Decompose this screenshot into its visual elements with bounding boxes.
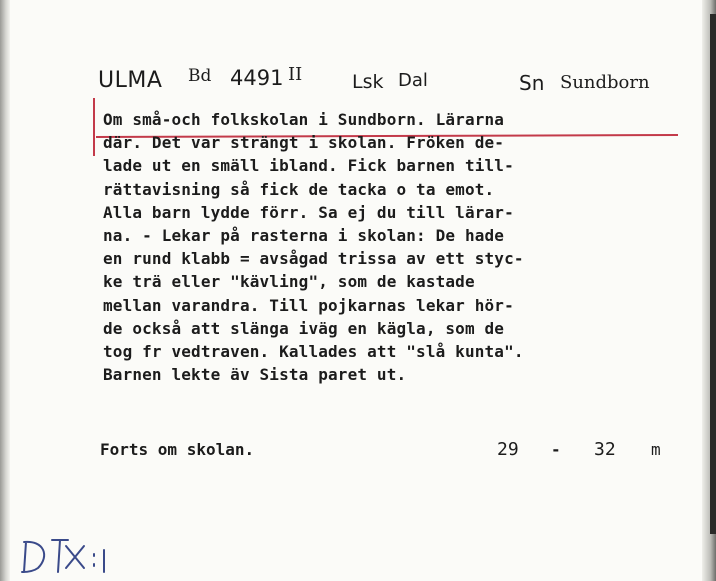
socken-label: Sn bbox=[519, 71, 545, 95]
unit-label: m bbox=[651, 440, 661, 459]
scan-edge-left bbox=[0, 0, 10, 581]
page-end: 32 bbox=[594, 439, 616, 460]
text-line: tog fr vedtraven. Kallades att "slå kunta". bbox=[103, 341, 524, 361]
continuation-note: Forts om skolan. bbox=[100, 440, 255, 459]
handwritten-signum bbox=[4, 528, 124, 578]
scan-edge-shadow bbox=[710, 14, 716, 534]
text-line: na. - Lekar på rasterna i skolan: De hade bbox=[103, 225, 505, 245]
province-name: Dal bbox=[398, 70, 428, 91]
parish-name: Sundborn bbox=[560, 72, 650, 93]
card-header bbox=[98, 62, 688, 98]
text-line: Barnen lekte äv Sista paret ut. bbox=[103, 365, 407, 385]
text-line: en rund klabb = avsågad trissa av ett styc- bbox=[103, 249, 524, 269]
archive-code: ULMA bbox=[98, 68, 163, 93]
volume-label: Bd bbox=[188, 66, 212, 86]
text-line: Alla barn lydde förr. Sa ej du till lärar- bbox=[103, 202, 514, 222]
red-margin-line bbox=[93, 98, 95, 156]
record-part: II bbox=[288, 64, 303, 85]
card-footer bbox=[100, 438, 680, 462]
text-line: lade ut en smäll ibland. Fick barnen till- bbox=[103, 156, 514, 176]
page-start: 29 bbox=[497, 439, 519, 460]
text-line: de också att slänga iväg en kägla, som de bbox=[103, 318, 505, 338]
text-line: där. Det var strängt i skolan. Fröken de- bbox=[103, 133, 505, 153]
card-body-text bbox=[103, 108, 698, 386]
text-line: ke trä eller "kävling", som de kastade bbox=[103, 272, 475, 292]
text-line: Om små-och folkskolan i Sundborn. Lärarna bbox=[103, 110, 505, 129]
page-range-dash: - bbox=[551, 440, 561, 459]
landskap-label: Lsk bbox=[352, 71, 384, 93]
record-number: 4491 bbox=[230, 66, 284, 90]
text-line: rättavisning så fick de tacka o ta emot. bbox=[103, 179, 495, 199]
text-line: mellan varandra. Till pojkarnas lekar hör- bbox=[103, 295, 514, 315]
